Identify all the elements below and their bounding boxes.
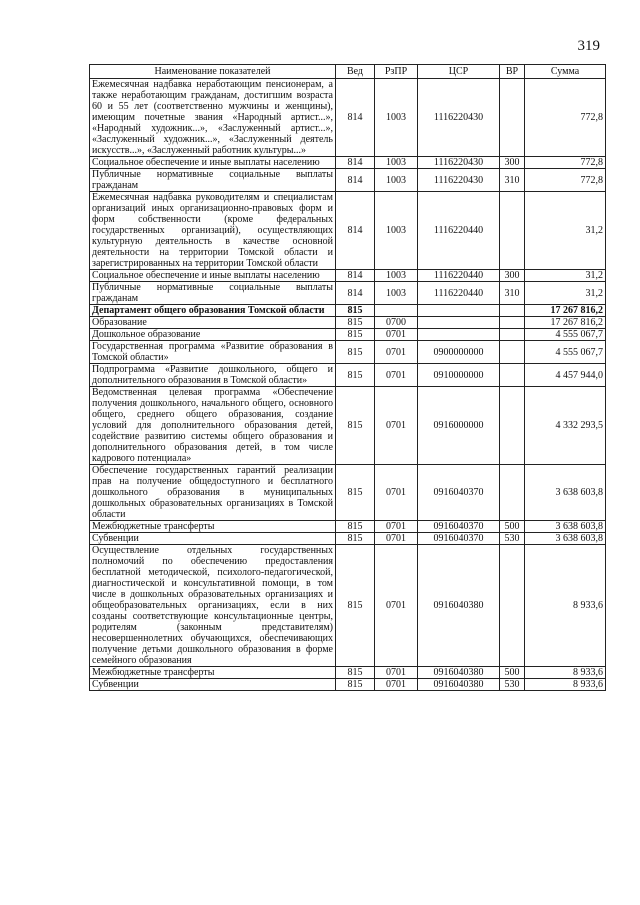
cell-vr (500, 192, 525, 270)
page-number: 319 (577, 38, 600, 54)
cell-sum: 3 638 603,8 (525, 533, 606, 545)
cell-rzpr: 0701 (375, 341, 418, 364)
cell-csr (418, 317, 500, 329)
table-header-row (90, 65, 606, 79)
cell-name: Публичные нормативные социальные выплаты гражданам (90, 169, 336, 192)
cell-csr: 1116220440 (418, 270, 500, 282)
table-row (90, 387, 606, 465)
cell-rzpr: 0700 (375, 317, 418, 329)
cell-csr: 1116220430 (418, 157, 500, 169)
table-row (90, 364, 606, 387)
table-row (90, 317, 606, 329)
cell-vr (500, 387, 525, 465)
cell-sum: 17 267 816,2 (525, 317, 606, 329)
cell-sum: 3 638 603,8 (525, 521, 606, 533)
cell-sum: 3 638 603,8 (525, 465, 606, 521)
cell-ved: 815 (336, 364, 375, 387)
cell-sum: 772,8 (525, 169, 606, 192)
cell-name: Департамент общего образования Томской области (90, 305, 336, 317)
cell-vr: 310 (500, 282, 525, 305)
cell-vr (500, 341, 525, 364)
cell-ved: 814 (336, 270, 375, 282)
cell-vr (500, 329, 525, 341)
cell-name: Ежемесячная надбавка неработающим пенсионерам, а также неработающим гражданам, достигшим возраста 60 и 55 лет (соответственно мужчины и женщины), имеющим почетные звания «Народный артист...», «Народный художник...», «Заслуженный артист...», «Заслуженный художник...», «Заслуженный деятель искусств...», «Заслуженный работник культуры...» (90, 79, 336, 157)
cell-rzpr: 1003 (375, 169, 418, 192)
cell-ved: 814 (336, 157, 375, 169)
cell-name: Публичные нормативные социальные выплаты гражданам (90, 282, 336, 305)
cell-rzpr: 0701 (375, 329, 418, 341)
cell-name: Ведомственная целевая программа «Обеспечение получения дошкольного, начального общего, основного общего, среднего общего образования, создание условий для дополнительного образования детей, содействие развитию системы общего образования и дополнительного образования детей, в том числе кадрового потенциала» (90, 387, 336, 465)
cell-ved: 815 (336, 521, 375, 533)
cell-vr (500, 545, 525, 667)
cell-vr (500, 317, 525, 329)
cell-csr: 0916040380 (418, 679, 500, 691)
cell-rzpr: 0701 (375, 465, 418, 521)
cell-vr (500, 305, 525, 317)
cell-csr (418, 305, 500, 317)
cell-name: Социальное обеспечение и иные выплаты населению (90, 157, 336, 169)
cell-rzpr: 0701 (375, 667, 418, 679)
table-row (90, 157, 606, 169)
cell-sum: 4 457 944,0 (525, 364, 606, 387)
cell-rzpr: 0701 (375, 533, 418, 545)
cell-name: Государственная программа «Развитие образования в Томской области» (90, 341, 336, 364)
cell-sum: 4 555 067,7 (525, 341, 606, 364)
cell-name: Субвенции (90, 679, 336, 691)
cell-sum: 4 555 067,7 (525, 329, 606, 341)
table-row (90, 545, 606, 667)
cell-sum: 8 933,6 (525, 667, 606, 679)
table-row (90, 521, 606, 533)
cell-rzpr: 0701 (375, 387, 418, 465)
header-rzpr: РзПР (375, 65, 418, 79)
cell-ved: 815 (336, 387, 375, 465)
cell-csr: 1116220430 (418, 169, 500, 192)
cell-ved: 814 (336, 79, 375, 157)
cell-vr: 300 (500, 270, 525, 282)
header-vr: ВР (500, 65, 525, 79)
cell-name: Дошкольное образование (90, 329, 336, 341)
cell-sum: 31,2 (525, 282, 606, 305)
cell-vr (500, 465, 525, 521)
cell-ved: 815 (336, 341, 375, 364)
cell-sum: 17 267 816,2 (525, 305, 606, 317)
cell-rzpr: 1003 (375, 79, 418, 157)
cell-rzpr: 0701 (375, 545, 418, 667)
cell-rzpr: 1003 (375, 270, 418, 282)
cell-name: Ежемесячная надбавка руководителям и специалистам организаций иных организационно-правовых форм и форм собственности (кроме федеральных государственных организаций), осуществляющих культурную деятельность в качестве основной деятельности на территории Томской области и зарегистрированных на территории Томской области (90, 192, 336, 270)
cell-vr: 500 (500, 667, 525, 679)
cell-csr: 0916040380 (418, 667, 500, 679)
cell-csr: 0900000000 (418, 341, 500, 364)
cell-sum: 4 332 293,5 (525, 387, 606, 465)
table-row (90, 192, 606, 270)
table-row (90, 282, 606, 305)
table-row (90, 305, 606, 317)
header-name: Наименование показателей (90, 65, 336, 79)
cell-csr: 0916040380 (418, 545, 500, 667)
table-row (90, 533, 606, 545)
cell-sum: 772,8 (525, 157, 606, 169)
table-row (90, 667, 606, 679)
cell-csr (418, 329, 500, 341)
table-row (90, 270, 606, 282)
cell-vr: 300 (500, 157, 525, 169)
header-sum: Сумма (525, 65, 606, 79)
cell-sum: 31,2 (525, 192, 606, 270)
cell-name: Социальное обеспечение и иные выплаты населению (90, 270, 336, 282)
cell-name: Осуществление отдельных государственных полномочий по обеспечению предоставления бесплатной методической, психолого-педагогической, диагностической и консультативной помощи, в том числе в дошкольных образовательных организациях и общеобразовательных организациях, если в них созданы соответствующие консультационные центры, родителям (законным представителям) несовершеннолетних обучающихся, обеспечивающих получение детьми дошкольного образования в форме семейного образования (90, 545, 336, 667)
cell-rzpr: 1003 (375, 157, 418, 169)
cell-name: Подпрограмма «Развитие дошкольного, общего и дополнительного образования в Томской области» (90, 364, 336, 387)
cell-rzpr: 1003 (375, 192, 418, 270)
cell-vr: 530 (500, 533, 525, 545)
cell-name: Межбюджетные трансферты (90, 521, 336, 533)
cell-name: Образование (90, 317, 336, 329)
cell-name: Субвенции (90, 533, 336, 545)
cell-vr: 530 (500, 679, 525, 691)
cell-sum: 772,8 (525, 79, 606, 157)
budget-table (89, 64, 606, 691)
cell-ved: 815 (336, 465, 375, 521)
cell-csr: 1116220440 (418, 282, 500, 305)
cell-ved: 815 (336, 667, 375, 679)
table-row (90, 79, 606, 157)
table-row (90, 679, 606, 691)
cell-vr (500, 79, 525, 157)
table-row (90, 341, 606, 364)
cell-rzpr (375, 305, 418, 317)
cell-sum: 8 933,6 (525, 545, 606, 667)
cell-csr: 0916040370 (418, 533, 500, 545)
cell-name: Межбюджетные трансферты (90, 667, 336, 679)
cell-ved: 815 (336, 329, 375, 341)
cell-ved: 814 (336, 282, 375, 305)
cell-csr: 0916040370 (418, 465, 500, 521)
cell-csr: 0916000000 (418, 387, 500, 465)
cell-ved: 814 (336, 192, 375, 270)
cell-ved: 815 (336, 305, 375, 317)
cell-sum: 8 933,6 (525, 679, 606, 691)
cell-name: Обеспечение государственных гарантий реализации прав на получение общедоступного и бесплатного дошкольного образования в муниципальных дошкольных образовательных организациях в Томской области (90, 465, 336, 521)
cell-vr: 310 (500, 169, 525, 192)
cell-vr: 500 (500, 521, 525, 533)
cell-rzpr: 1003 (375, 282, 418, 305)
table-row (90, 465, 606, 521)
cell-ved: 815 (336, 533, 375, 545)
cell-rzpr: 0701 (375, 679, 418, 691)
cell-csr: 0916040370 (418, 521, 500, 533)
cell-sum: 31,2 (525, 270, 606, 282)
cell-csr: 0910000000 (418, 364, 500, 387)
cell-ved: 815 (336, 317, 375, 329)
table-row (90, 169, 606, 192)
table-row (90, 329, 606, 341)
cell-ved: 815 (336, 545, 375, 667)
header-ved: Вед (336, 65, 375, 79)
cell-rzpr: 0701 (375, 521, 418, 533)
cell-ved: 815 (336, 679, 375, 691)
cell-vr (500, 364, 525, 387)
header-csr: ЦСР (418, 65, 500, 79)
cell-csr: 1116220430 (418, 79, 500, 157)
cell-csr: 1116220440 (418, 192, 500, 270)
cell-rzpr: 0701 (375, 364, 418, 387)
cell-ved: 814 (336, 169, 375, 192)
